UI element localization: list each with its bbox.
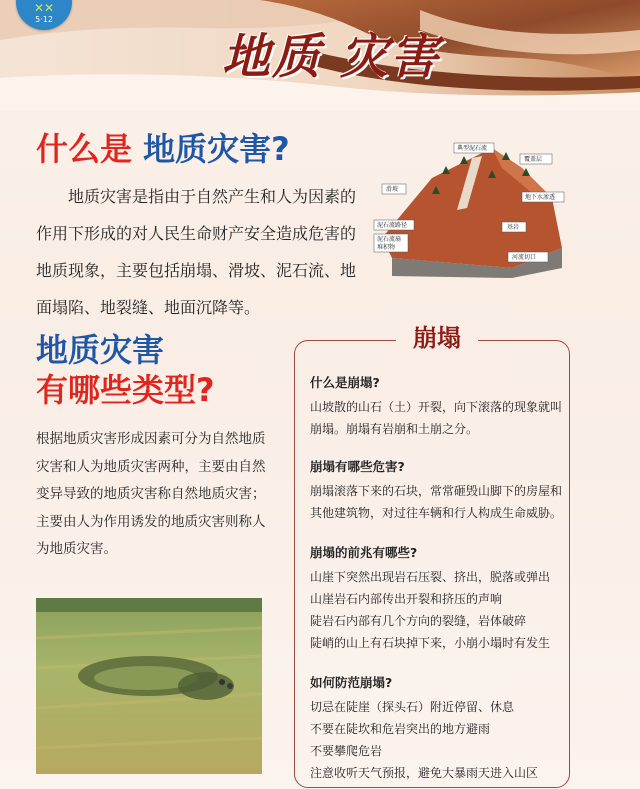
- collapse-signs-answer-line: 山崖下突然出现岩石压裂、挤出，脱落或弹出: [310, 570, 551, 584]
- diagram-label-2: 覆盖层: [524, 156, 543, 163]
- section-what-heading: [36, 124, 290, 170]
- diagram-label-1: 典型泥石流: [457, 145, 488, 152]
- diagram-label-9: 河流切口: [512, 254, 537, 261]
- heading-prefix: 什么是: [36, 130, 133, 168]
- collapse-prevent-answer-line: 注意收听天气预报，避免大暴雨天进入山区: [310, 766, 539, 780]
- types-heading-line2: 有哪些类型?: [36, 371, 215, 409]
- diagram-label-8: 堆积物: [377, 244, 396, 251]
- collapse-signs-answer-line: 山崖岩石内部传出开裂和挤压的声响: [310, 592, 503, 606]
- main-title: [222, 18, 458, 87]
- section-types-heading: [36, 330, 215, 410]
- diagram-label-4: 地下水渗透: [525, 194, 556, 201]
- collapse-prevent-section: [310, 672, 566, 784]
- collapse-prevent-answer-line: 不要攀爬危岩: [310, 744, 383, 758]
- main-title-part1: 地质: [222, 29, 323, 85]
- collapse-harm-section: [310, 456, 566, 524]
- collapse-field-photo: [36, 598, 262, 774]
- collapse-prevent-answer-line: 不要在陡坎和危岩突出的地方避雨: [310, 722, 491, 736]
- collapse-panel-title: 崩塌: [396, 320, 478, 356]
- collapse-signs-question: 崩塌的前兆有哪些?: [310, 545, 418, 560]
- intro-paragraph: 地质灾害是指由于自然产生和人为因素的作用下形成的对人民生命财产安全造成危害的地质现象，主要包括崩塌、滑坡、泥石流、地面塌陷、地裂缝、地面沉降等。: [36, 187, 357, 317]
- collapse-signs-section: [310, 542, 566, 654]
- collapse-harm-answer-line: 崩塌滚落下来的石块，常常砸毁山脚下的房屋和: [310, 484, 563, 498]
- collapse-what-question: 什么是崩塌?: [310, 375, 380, 390]
- logo-text: 5·12: [35, 15, 53, 24]
- collapse-what-section: [310, 372, 566, 440]
- collapse-prevent-answer-line: 切忌在陡崖（探头石）附近停留、休息: [310, 700, 515, 714]
- collapse-prevent-question: 如何防范崩塌?: [310, 675, 393, 690]
- header-banner: [0, 0, 640, 110]
- logo-mark-icon: ✕✕: [33, 1, 55, 15]
- diagram-label-3: 滑坡: [386, 186, 399, 193]
- collapse-signs-answer-line: 陡峭的山上有石块掉下来，小崩小塌时有发生: [310, 636, 551, 650]
- collapse-harm-answer-line: 其他建筑物，对过往车辆和行人构成生命威胁。: [310, 506, 563, 520]
- diagram-label-7: 泥石流扇: [377, 236, 402, 243]
- collapse-what-answer-line: 崩塌。崩塌有岩崩和土崩之分。: [310, 422, 479, 436]
- types-paragraph: 根据地质灾害形成因素可分为自然地质灾害和人为地质灾害两种，主要由自然变异导致的地质灾害称自然地质灾害；主要由人为作用诱发的地质灾害则称人为地质灾害。: [36, 431, 266, 557]
- main-title-part2: 灾害: [340, 29, 441, 85]
- collapse-what-answer-line: 山坡散的山石（土）开裂，向下滚落的现象就叫: [310, 400, 563, 414]
- collapse-signs-answer-line: 陡岩石内部有几个方向的裂缝，岩体破碎: [310, 614, 527, 628]
- heading-highlight: 地质灾害?: [143, 130, 290, 168]
- diagram-label-6: 基岩: [507, 224, 520, 231]
- types-heading-line1: 地质灾害: [36, 331, 165, 369]
- geology-diagram: [372, 138, 572, 278]
- collapse-harm-question: 崩塌有哪些危害?: [310, 459, 405, 474]
- logo-badge: [16, 0, 72, 30]
- diagram-label-5: 泥石流路径: [377, 222, 408, 229]
